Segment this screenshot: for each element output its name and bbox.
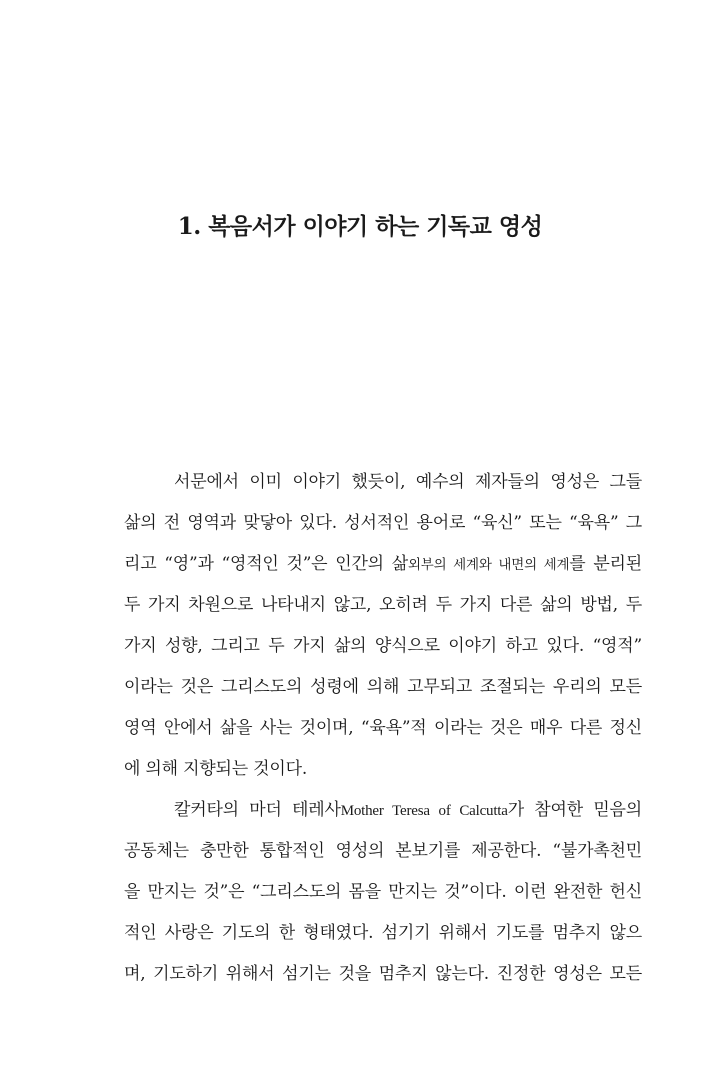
- latin-name-annotation: Mother Teresa of Calcutta: [340, 803, 508, 819]
- paragraph-2-line-3: 을 만지는 것”은 “그리스도의 몸을 만지는 것”이다. 이런 완전한 헌신: [124, 882, 642, 902]
- paragraph-1-line-5: 가지 성향, 그리고 두 가지 삶의 양식으로 이야기 하고 있다. “영적”: [124, 636, 642, 656]
- body-text: [124, 462, 642, 995]
- paragraph-2-line-1: [124, 790, 642, 831]
- paragraph-1-line-4: 두 가지 차원으로 나타내지 않고, 오히려 두 가지 다른 삶의 방법, 두: [124, 595, 642, 615]
- line-3-text-a: 리고 “영”과 “영적인 것”은 인간의 삶: [124, 554, 408, 574]
- line-text-a: 칼커타의 마더 테레사: [174, 800, 341, 820]
- paragraph-2-line-2: 공동체는 충만한 통합적인 영성의 본보기를 제공한다. “불가촉천민: [124, 841, 642, 861]
- line-text-b: 가 참여한 믿음의: [507, 800, 642, 820]
- paragraph-1-line-6: 이라는 것은 그리스도의 성령에 의해 고무되고 조절되는 우리의 모든: [124, 677, 642, 697]
- chapter-title: 1. 복음서가 이야기 하는 기독교 영성: [177, 213, 543, 240]
- paragraph-1-line-8: 에 의해 지향되는 것이다.: [124, 759, 308, 779]
- paragraph-1-line-1: 서문에서 이미 이야기 했듯이, 예수의 제자들의 영성은 그들: [174, 472, 642, 492]
- line-3-annotation: 외부의 세계와 내면의 세계: [407, 557, 570, 573]
- paragraph-2-line-5: 며, 기도하기 위해서 섬기는 것을 멈추지 않는다. 진정한 영성은 모든: [124, 964, 642, 984]
- line-3-text-b: 를 분리된: [569, 554, 642, 574]
- paragraph-2-line-4: 적인 사랑은 기도의 한 형태였다. 섬기기 위해서 기도를 멈추지 않으: [124, 923, 642, 943]
- paragraph-1-line-2: 삶의 전 영역과 맞닿아 있다. 성서적인 용어로 “육신” 또는 “육욕” 그: [124, 513, 642, 533]
- paragraph-1-line-7: 영역 안에서 삶을 사는 것이며, “육욕”적 이라는 것은 매우 다른 정신: [124, 718, 642, 738]
- paragraph-1-line-3: [124, 544, 642, 585]
